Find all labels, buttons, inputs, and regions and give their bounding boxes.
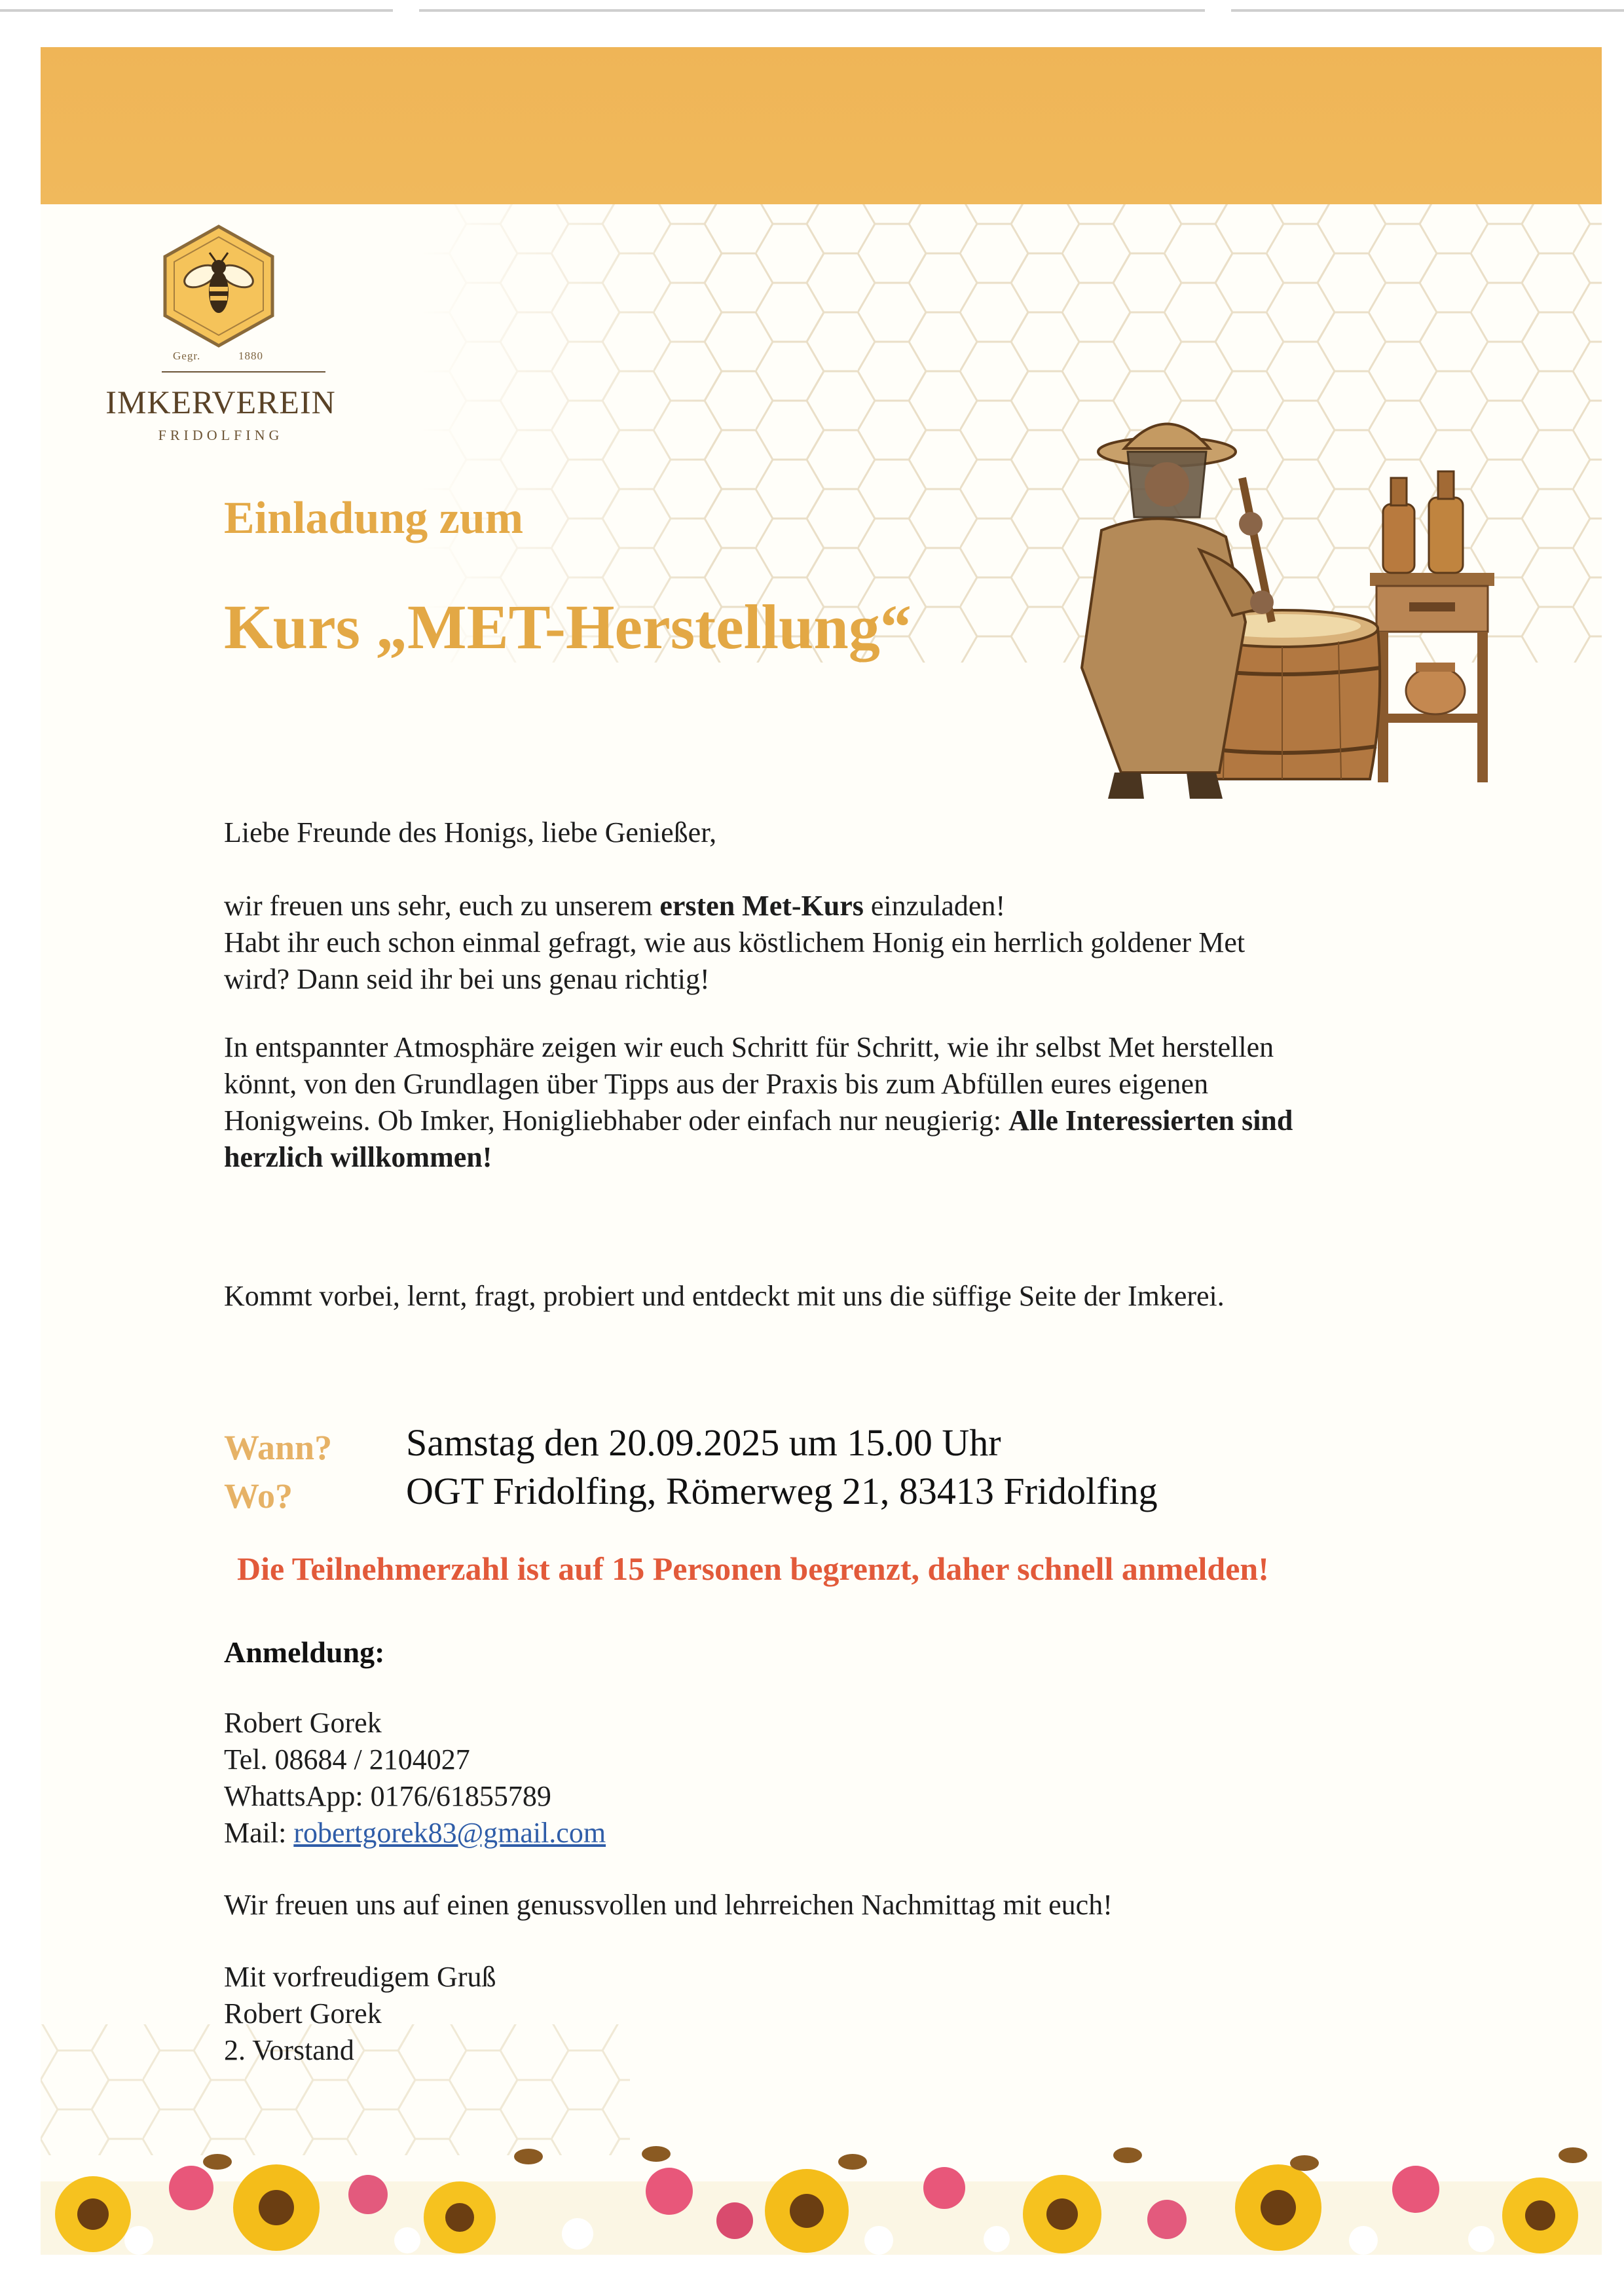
flyer-page xyxy=(41,47,1602,2255)
greeting-text: Liebe Freunde des Honigs, liebe Genießer, xyxy=(224,816,717,848)
intro-line-1-start: wir freuen uns sehr, euch zu unserem xyxy=(224,890,660,922)
details-line-3-bold: Alle Interessierten sind xyxy=(1008,1104,1293,1137)
when-label: Wann? xyxy=(224,1428,333,1467)
intro-line-3: wird? Dann seid ihr bei uns genau richtig! xyxy=(224,963,710,995)
logo-club-location: FRIDOLFING xyxy=(158,427,284,443)
club-logo xyxy=(100,224,342,492)
closing-line: Wir freuen uns auf einen genussvollen und lehrreichen Nachmittag mit euch! xyxy=(224,1889,1113,1921)
registration-heading: Anmeldung: xyxy=(224,1635,385,1669)
contact-mail-row xyxy=(224,1815,606,1851)
logo-founded-year: 1880 xyxy=(238,350,263,362)
details-line-1: In entspannter Atmosphäre zeigen wir euch Schritt für Schritt, wie ihr selbst Met herstellen xyxy=(224,1031,1274,1063)
intro-line-1 xyxy=(224,888,1245,924)
flower-bee-border xyxy=(41,2142,1602,2255)
logo-divider xyxy=(162,371,325,374)
signature-block xyxy=(224,1959,496,2069)
details-line-2: könnt, von den Grundlagen über Tipps aus der Praxis bis zum Abfüllen eures eigenen xyxy=(224,1068,1209,1100)
where-value: OGT Fridolfing, Römerweg 21, 83413 Fridolfing xyxy=(406,1470,1158,1512)
scan-edge-mid xyxy=(419,9,1205,12)
details-line-4-bold: herzlich willkommen! xyxy=(224,1141,492,1173)
bee-icon xyxy=(160,224,278,348)
contact-phone: Tel. 08684 / 2104027 xyxy=(224,1743,470,1776)
bee-icon xyxy=(203,2146,1587,2171)
details-line-3-start: Honigweins. Ob Imker, Honigliebhaber oder einfach nur neugierig: xyxy=(224,1104,1009,1137)
title-line-1: Einladung zum xyxy=(224,493,524,543)
intro-line-2: Habt ihr euch schon einmal gefragt, wie aus köstlichem Honig ein herrlich goldener Met xyxy=(224,926,1246,958)
details-line-3 xyxy=(224,1102,1293,1139)
intro-line-1-end: einzuladen! xyxy=(863,890,1006,922)
logo-club-name: IMKERVEREIN xyxy=(105,384,336,420)
signer-name: Robert Gorek xyxy=(224,1997,382,2030)
intro-paragraph xyxy=(224,888,1245,998)
participant-limit-notice: Die Teilnehmerzahl ist auf 15 Personen begrenzt, daher schnell anmelden! xyxy=(237,1550,1269,1587)
when-value: Samstag den 20.09.2025 um 15.00 Uhr xyxy=(406,1421,1001,1464)
details-line-4 xyxy=(224,1139,1293,1176)
contact-name: Robert Gorek xyxy=(224,1707,382,1739)
scan-edge-right xyxy=(1231,9,1624,12)
intro-line-1-bold: ersten Met-Kurs xyxy=(659,890,864,922)
title-line-2: Kurs „MET-Herstellung“ xyxy=(224,592,912,662)
email-link[interactable]: robertgorek83@gmail.com xyxy=(293,1817,606,1849)
closing-greeting: Mit vorfreudigem Gruß xyxy=(224,1961,496,1993)
signer-role: 2. Vorstand xyxy=(224,2034,354,2066)
where-label: Wo? xyxy=(224,1476,293,1516)
contact-mail-label: Mail: xyxy=(224,1817,294,1849)
scan-edge-left xyxy=(0,9,393,12)
registration-contact xyxy=(224,1705,606,1851)
contact-whatsapp: WhattsApp: 0176/61855789 xyxy=(224,1780,551,1812)
beekeeper-illustration xyxy=(1003,406,1527,812)
logo-founded-label: Gegr. xyxy=(173,350,201,362)
invitation-text: Kommt vorbei, lernt, fragt, probiert und entdeckt mit uns die süffige Seite der Imkerei. xyxy=(224,1280,1225,1312)
details-paragraph xyxy=(224,1029,1293,1176)
